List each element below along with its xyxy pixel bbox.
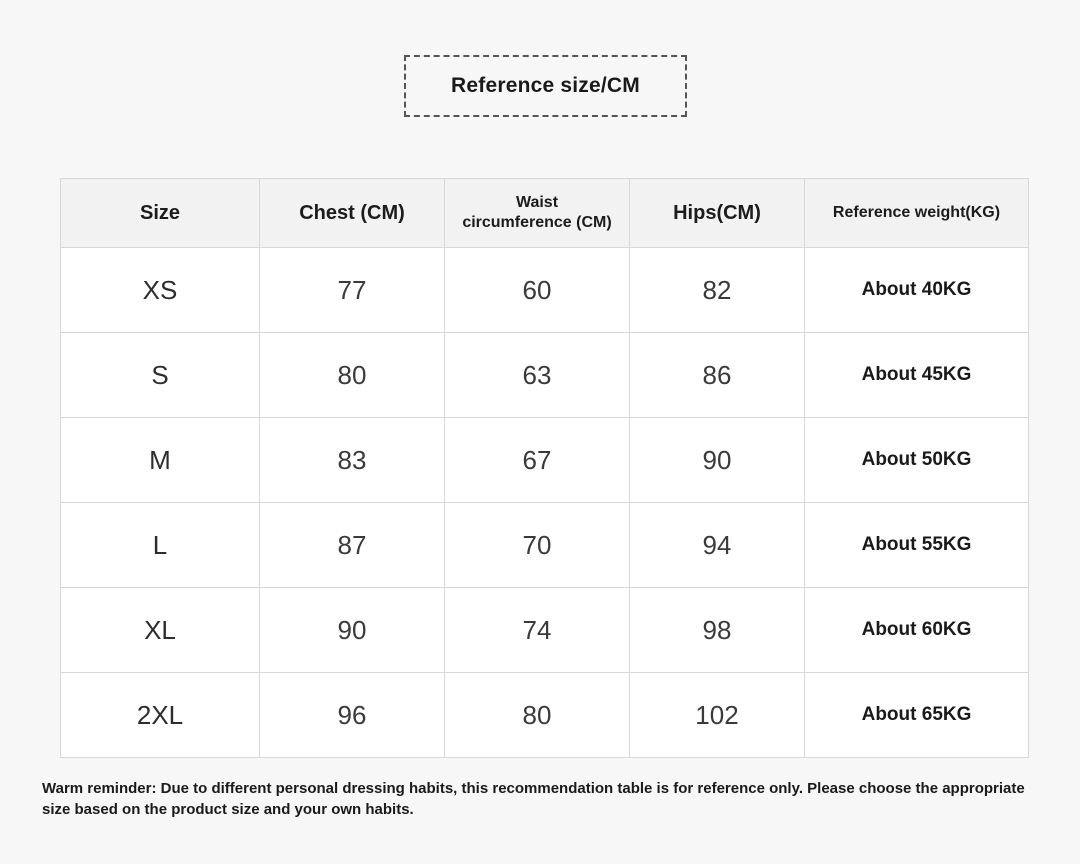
table-header: [61, 179, 1029, 248]
table-row: [61, 248, 1029, 333]
cell-weight: About 65KG: [805, 673, 1029, 758]
cell-hips: 90: [630, 418, 805, 503]
column-header-waist-line2: circumference (CM): [462, 214, 612, 231]
cell-hips: 102: [630, 673, 805, 758]
column-header-hips: Hips(CM): [630, 179, 805, 248]
cell-hips: 98: [630, 588, 805, 673]
cell-chest: 90: [260, 588, 445, 673]
cell-weight: About 55KG: [805, 503, 1029, 588]
column-header-weight: Reference weight(KG): [805, 179, 1029, 248]
cell-hips: 94: [630, 503, 805, 588]
cell-weight: About 40KG: [805, 248, 1029, 333]
table-row: [61, 588, 1029, 673]
cell-waist: 60: [445, 248, 630, 333]
reference-size-badge: [404, 55, 687, 117]
cell-waist: 80: [445, 673, 630, 758]
cell-waist: 70: [445, 503, 630, 588]
size-reference-table: [60, 178, 1029, 758]
cell-chest: 96: [260, 673, 445, 758]
cell-hips: 86: [630, 333, 805, 418]
table-row: [61, 418, 1029, 503]
cell-size: S: [61, 333, 260, 418]
table-row: [61, 333, 1029, 418]
cell-chest: 80: [260, 333, 445, 418]
cell-waist: 63: [445, 333, 630, 418]
cell-size: 2XL: [61, 673, 260, 758]
cell-hips: 82: [630, 248, 805, 333]
cell-waist: 67: [445, 418, 630, 503]
table-row: [61, 503, 1029, 588]
column-header-chest: Chest (CM): [260, 179, 445, 248]
cell-size: XL: [61, 588, 260, 673]
cell-chest: 77: [260, 248, 445, 333]
cell-weight: About 45KG: [805, 333, 1029, 418]
cell-weight: About 50KG: [805, 418, 1029, 503]
column-header-waist-line1: Waist: [515, 194, 559, 211]
cell-size: M: [61, 418, 260, 503]
column-header-size: Size: [61, 179, 260, 248]
cell-chest: 87: [260, 503, 445, 588]
table-row: [61, 673, 1029, 758]
cell-waist: 74: [445, 588, 630, 673]
warm-reminder-note: Warm reminder: Due to different personal dressing habits, this recommendation table is for reference only. Please choose the appropriate size based on the product size and your own habits.: [42, 780, 1025, 819]
column-header-waist: [445, 179, 630, 248]
table-header-row: [61, 179, 1029, 248]
cell-weight: About 60KG: [805, 588, 1029, 673]
page-title: Reference size/CM: [451, 74, 640, 97]
cell-chest: 83: [260, 418, 445, 503]
cell-size: XS: [61, 248, 260, 333]
cell-size: L: [61, 503, 260, 588]
table-body: [61, 248, 1029, 758]
